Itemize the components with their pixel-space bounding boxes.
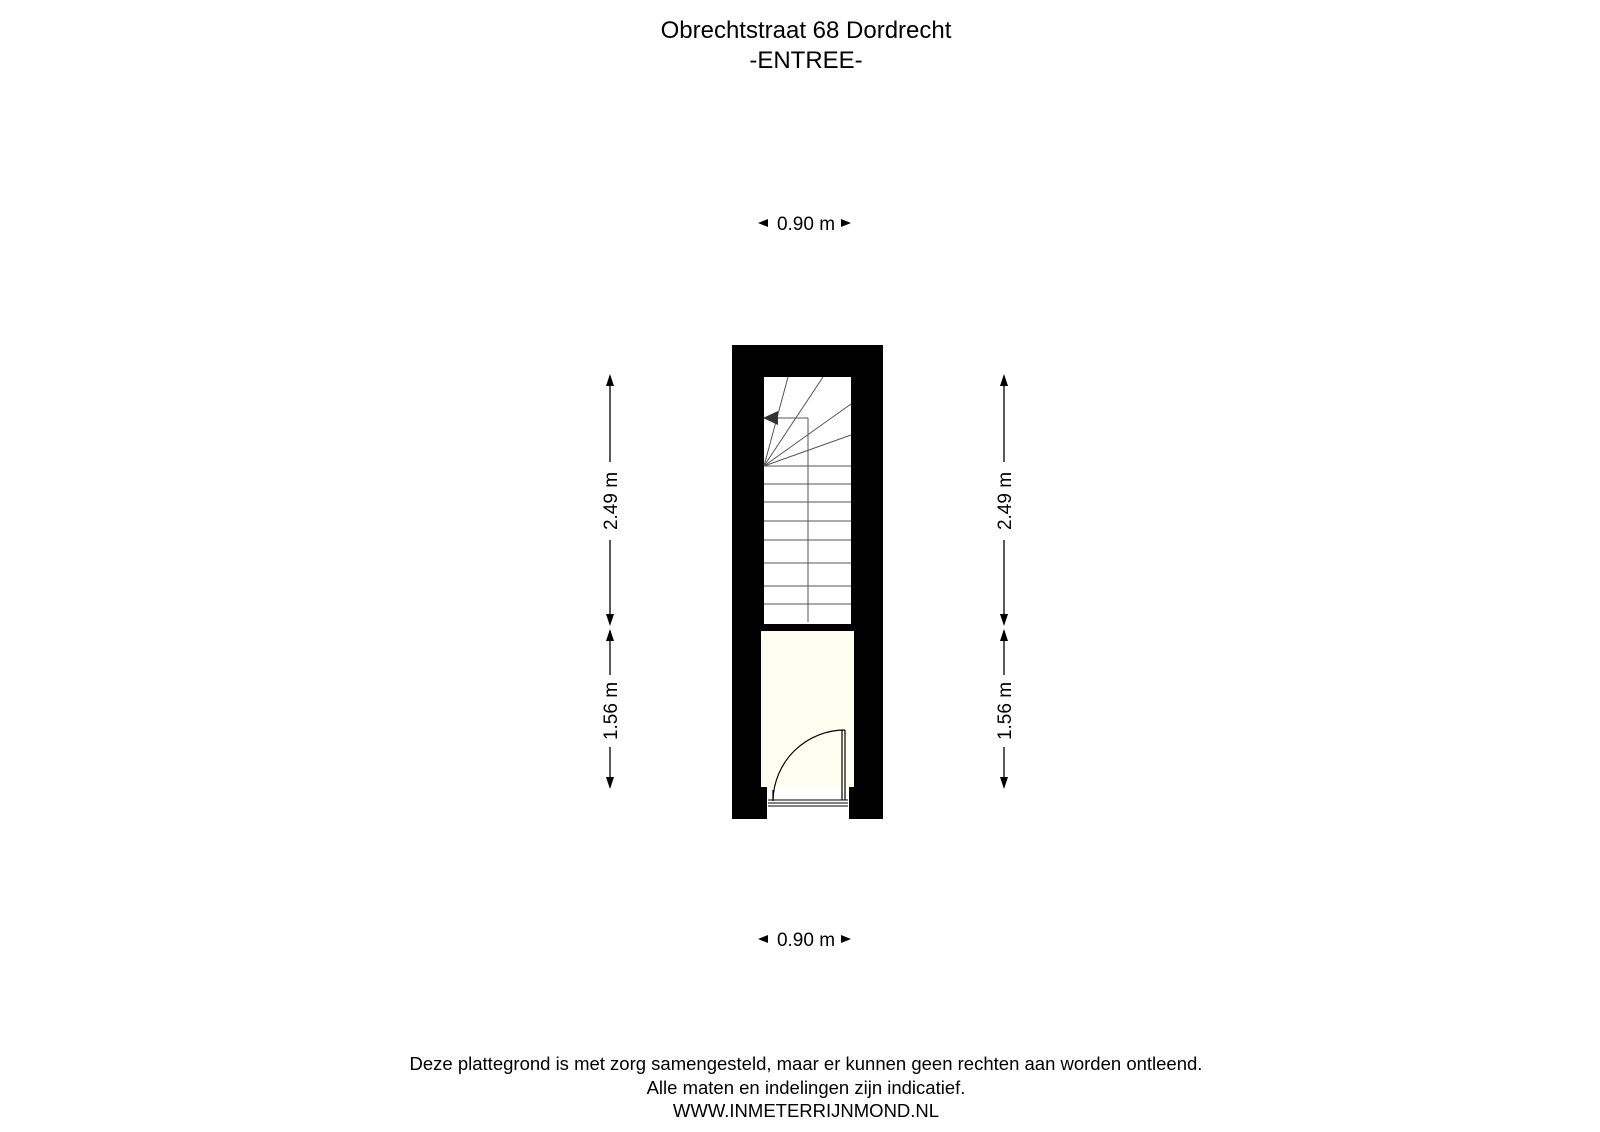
floor-label: -ENTREE- [749, 47, 863, 74]
indicative-text: Alle maten en indelingen zijn indicatief. [646, 1076, 966, 1098]
arrow-right-icon [841, 935, 851, 943]
arrow-down-icon [606, 777, 614, 789]
arrow-right-icon [841, 219, 851, 227]
disclaimer-text: Deze plattegrond is met zorg samengesteld, maar er kunnen geen rechten aan worden ontleend. [409, 1053, 1203, 1074]
arrow-down-icon [606, 614, 614, 626]
arrow-up-icon [1000, 629, 1008, 641]
dim-left-upper-text: 2.49 m [601, 471, 622, 531]
dim-bottom-text: 0.90 m [776, 930, 836, 951]
dim-left-lower-text: 1.56 m [601, 681, 622, 741]
arrow-up-icon [1000, 374, 1008, 386]
door-jamb-right [849, 787, 854, 799]
website-text: WWW.INMETERRIJNMOND.NL [672, 1100, 940, 1121]
footer [0, 1052, 1600, 1123]
dim-right-upper-text: 2.49 m [995, 471, 1016, 531]
entrance-hall [761, 631, 854, 787]
arrow-left-icon [758, 935, 768, 943]
dimension-bottom [758, 930, 851, 951]
dim-right-lower-text: 1.56 m [995, 681, 1016, 741]
door-jamb-left [761, 787, 767, 799]
address-title: Obrechtstraat 68 Dordrecht [660, 17, 952, 44]
arrow-left-icon [758, 219, 768, 227]
arrow-down-icon [1000, 614, 1008, 626]
dim-top-text: 0.90 m [776, 214, 836, 235]
dimension-top [758, 214, 851, 235]
arrow-down-icon [1000, 777, 1008, 789]
arrow-up-icon [606, 629, 614, 641]
arrow-up-icon [606, 374, 614, 386]
